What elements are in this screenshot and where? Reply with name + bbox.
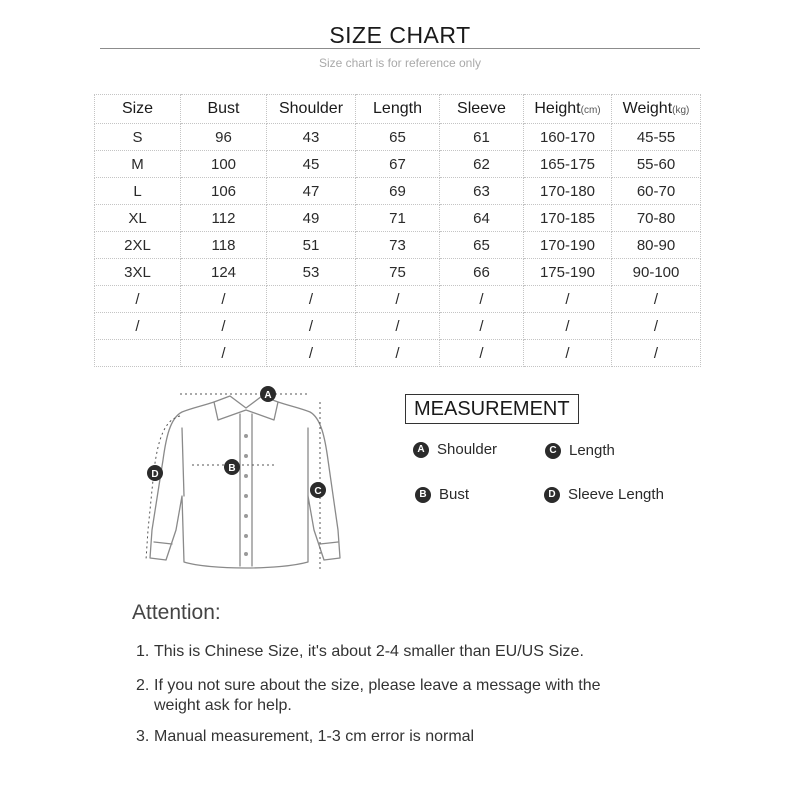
table-cell: 60-70 <box>612 178 701 205</box>
table-cell: / <box>524 313 612 340</box>
badge-a-icon: A <box>413 442 429 458</box>
table-row <box>95 259 701 286</box>
shirt-sleeve-seams <box>182 428 308 496</box>
title-divider <box>100 48 700 49</box>
page-subtitle: Size chart is for reference only <box>318 56 482 70</box>
table-cell: 2XL <box>95 232 181 259</box>
table-cell: / <box>440 340 524 367</box>
table-cell: 170-180 <box>524 178 612 205</box>
badge-c-icon: C <box>545 443 561 459</box>
page-title: SIZE CHART <box>329 22 471 48</box>
table-cell: 124 <box>181 259 267 286</box>
table-cell: 62 <box>440 151 524 178</box>
shirt-buttons <box>244 434 248 556</box>
table-row <box>95 286 701 313</box>
legend-bust <box>415 486 469 503</box>
measurement-title: MEASUREMENT <box>405 394 579 424</box>
legend-label: Bust <box>439 486 470 503</box>
table-cell: / <box>612 313 701 340</box>
table-cell <box>95 340 181 367</box>
table-cell: / <box>356 313 440 340</box>
table-cell: 106 <box>181 178 267 205</box>
table-cell: M <box>95 151 181 178</box>
note-number: 1. <box>136 643 150 660</box>
table-header-row <box>95 95 701 124</box>
table-cell: 165-175 <box>524 151 612 178</box>
column-header-bust: Bust <box>181 95 267 124</box>
table-cell: 112 <box>181 205 267 232</box>
table-cell: / <box>356 340 440 367</box>
table-cell: S <box>95 124 181 151</box>
table-cell: 70-80 <box>612 205 701 232</box>
table-cell: 55-60 <box>612 151 701 178</box>
legend-label: Sleeve Length <box>568 486 664 503</box>
column-header-sleeve: Sleeve <box>440 95 524 124</box>
table-cell: / <box>612 286 701 313</box>
table-cell: 80-90 <box>612 232 701 259</box>
legend-shoulder <box>413 441 497 458</box>
table-row <box>95 232 701 259</box>
table-cell: 100 <box>181 151 267 178</box>
table-cell: 65 <box>356 124 440 151</box>
table-cell: / <box>356 286 440 313</box>
table-cell: 65 <box>440 232 524 259</box>
table-cell: 63 <box>440 178 524 205</box>
table-cell: / <box>440 313 524 340</box>
column-header-length: Length <box>356 95 440 124</box>
table-cell: 118 <box>181 232 267 259</box>
marker-b: B <box>228 463 236 474</box>
table-row <box>95 178 701 205</box>
table-cell: 170-185 <box>524 205 612 232</box>
table-cell: 49 <box>267 205 356 232</box>
table-row <box>95 313 701 340</box>
table-cell: / <box>95 286 181 313</box>
column-header-shoulder: Shoulder <box>267 95 356 124</box>
table-cell: 64 <box>440 205 524 232</box>
table-cell: 67 <box>356 151 440 178</box>
shirt-outline <box>150 402 340 568</box>
legend-length <box>545 442 615 459</box>
legend-label: Length <box>569 442 615 459</box>
badge-b-icon: B <box>415 487 431 503</box>
table-cell: 61 <box>440 124 524 151</box>
table-row <box>95 340 701 367</box>
table-cell: 96 <box>181 124 267 151</box>
table-cell: 69 <box>356 178 440 205</box>
shirt-diagram <box>130 380 360 590</box>
table-cell: 53 <box>267 259 356 286</box>
table-cell: / <box>440 286 524 313</box>
unit-label: (cm) <box>580 105 601 116</box>
note-text: This is Chinese Size, it's about 2-4 smaller than EU/US Size. <box>154 643 584 660</box>
marker-a: A <box>264 390 272 401</box>
table-cell: 47 <box>267 178 356 205</box>
attention-note-3 <box>136 727 696 747</box>
table-cell: / <box>95 313 181 340</box>
table-cell: 43 <box>267 124 356 151</box>
table-cell: 45-55 <box>612 124 701 151</box>
attention-note-1 <box>136 642 696 662</box>
column-header-size: Size <box>95 95 181 124</box>
table-cell: / <box>267 286 356 313</box>
table-cell: / <box>267 340 356 367</box>
table-cell: / <box>267 313 356 340</box>
table-cell: / <box>612 340 701 367</box>
table-cell: 3XL <box>95 259 181 286</box>
note-text: If you not sure about the size, please leave a message with the <box>154 677 601 694</box>
attention-note-2 <box>136 676 696 716</box>
table-cell: 71 <box>356 205 440 232</box>
table-cell: 66 <box>440 259 524 286</box>
table-cell: / <box>181 286 267 313</box>
table-cell: / <box>524 340 612 367</box>
shirt-cuffs <box>154 542 338 544</box>
table-cell: 45 <box>267 151 356 178</box>
column-header-weight: Weight(kg) <box>612 95 701 124</box>
table-cell: 51 <box>267 232 356 259</box>
unit-label: (kg) <box>672 105 690 116</box>
note-number: 3. <box>136 728 150 745</box>
badge-d-icon: D <box>544 487 560 503</box>
table-cell: 160-170 <box>524 124 612 151</box>
table-row <box>95 124 701 151</box>
marker-c: C <box>314 486 322 497</box>
table-row <box>95 205 701 232</box>
table-cell: 90-100 <box>612 259 701 286</box>
table-cell: / <box>181 313 267 340</box>
table-cell: / <box>524 286 612 313</box>
column-header-height: Height(cm) <box>524 95 612 124</box>
table-cell: / <box>181 340 267 367</box>
table-cell: 175-190 <box>524 259 612 286</box>
legend-sleeve-length <box>544 486 664 503</box>
note-number: 2. <box>136 677 150 694</box>
attention-title: Attention: <box>132 601 221 624</box>
table-cell: 170-190 <box>524 232 612 259</box>
table-cell: L <box>95 178 181 205</box>
table-cell: 75 <box>356 259 440 286</box>
table-cell: XL <box>95 205 181 232</box>
note-text: Manual measurement, 1-3 cm error is normal <box>154 728 475 745</box>
table-row <box>95 151 701 178</box>
table-cell: 73 <box>356 232 440 259</box>
marker-d: D <box>151 469 159 480</box>
note-text-continued: weight ask for help. <box>154 697 292 714</box>
size-table <box>94 94 701 367</box>
legend-label: Shoulder <box>437 441 498 458</box>
